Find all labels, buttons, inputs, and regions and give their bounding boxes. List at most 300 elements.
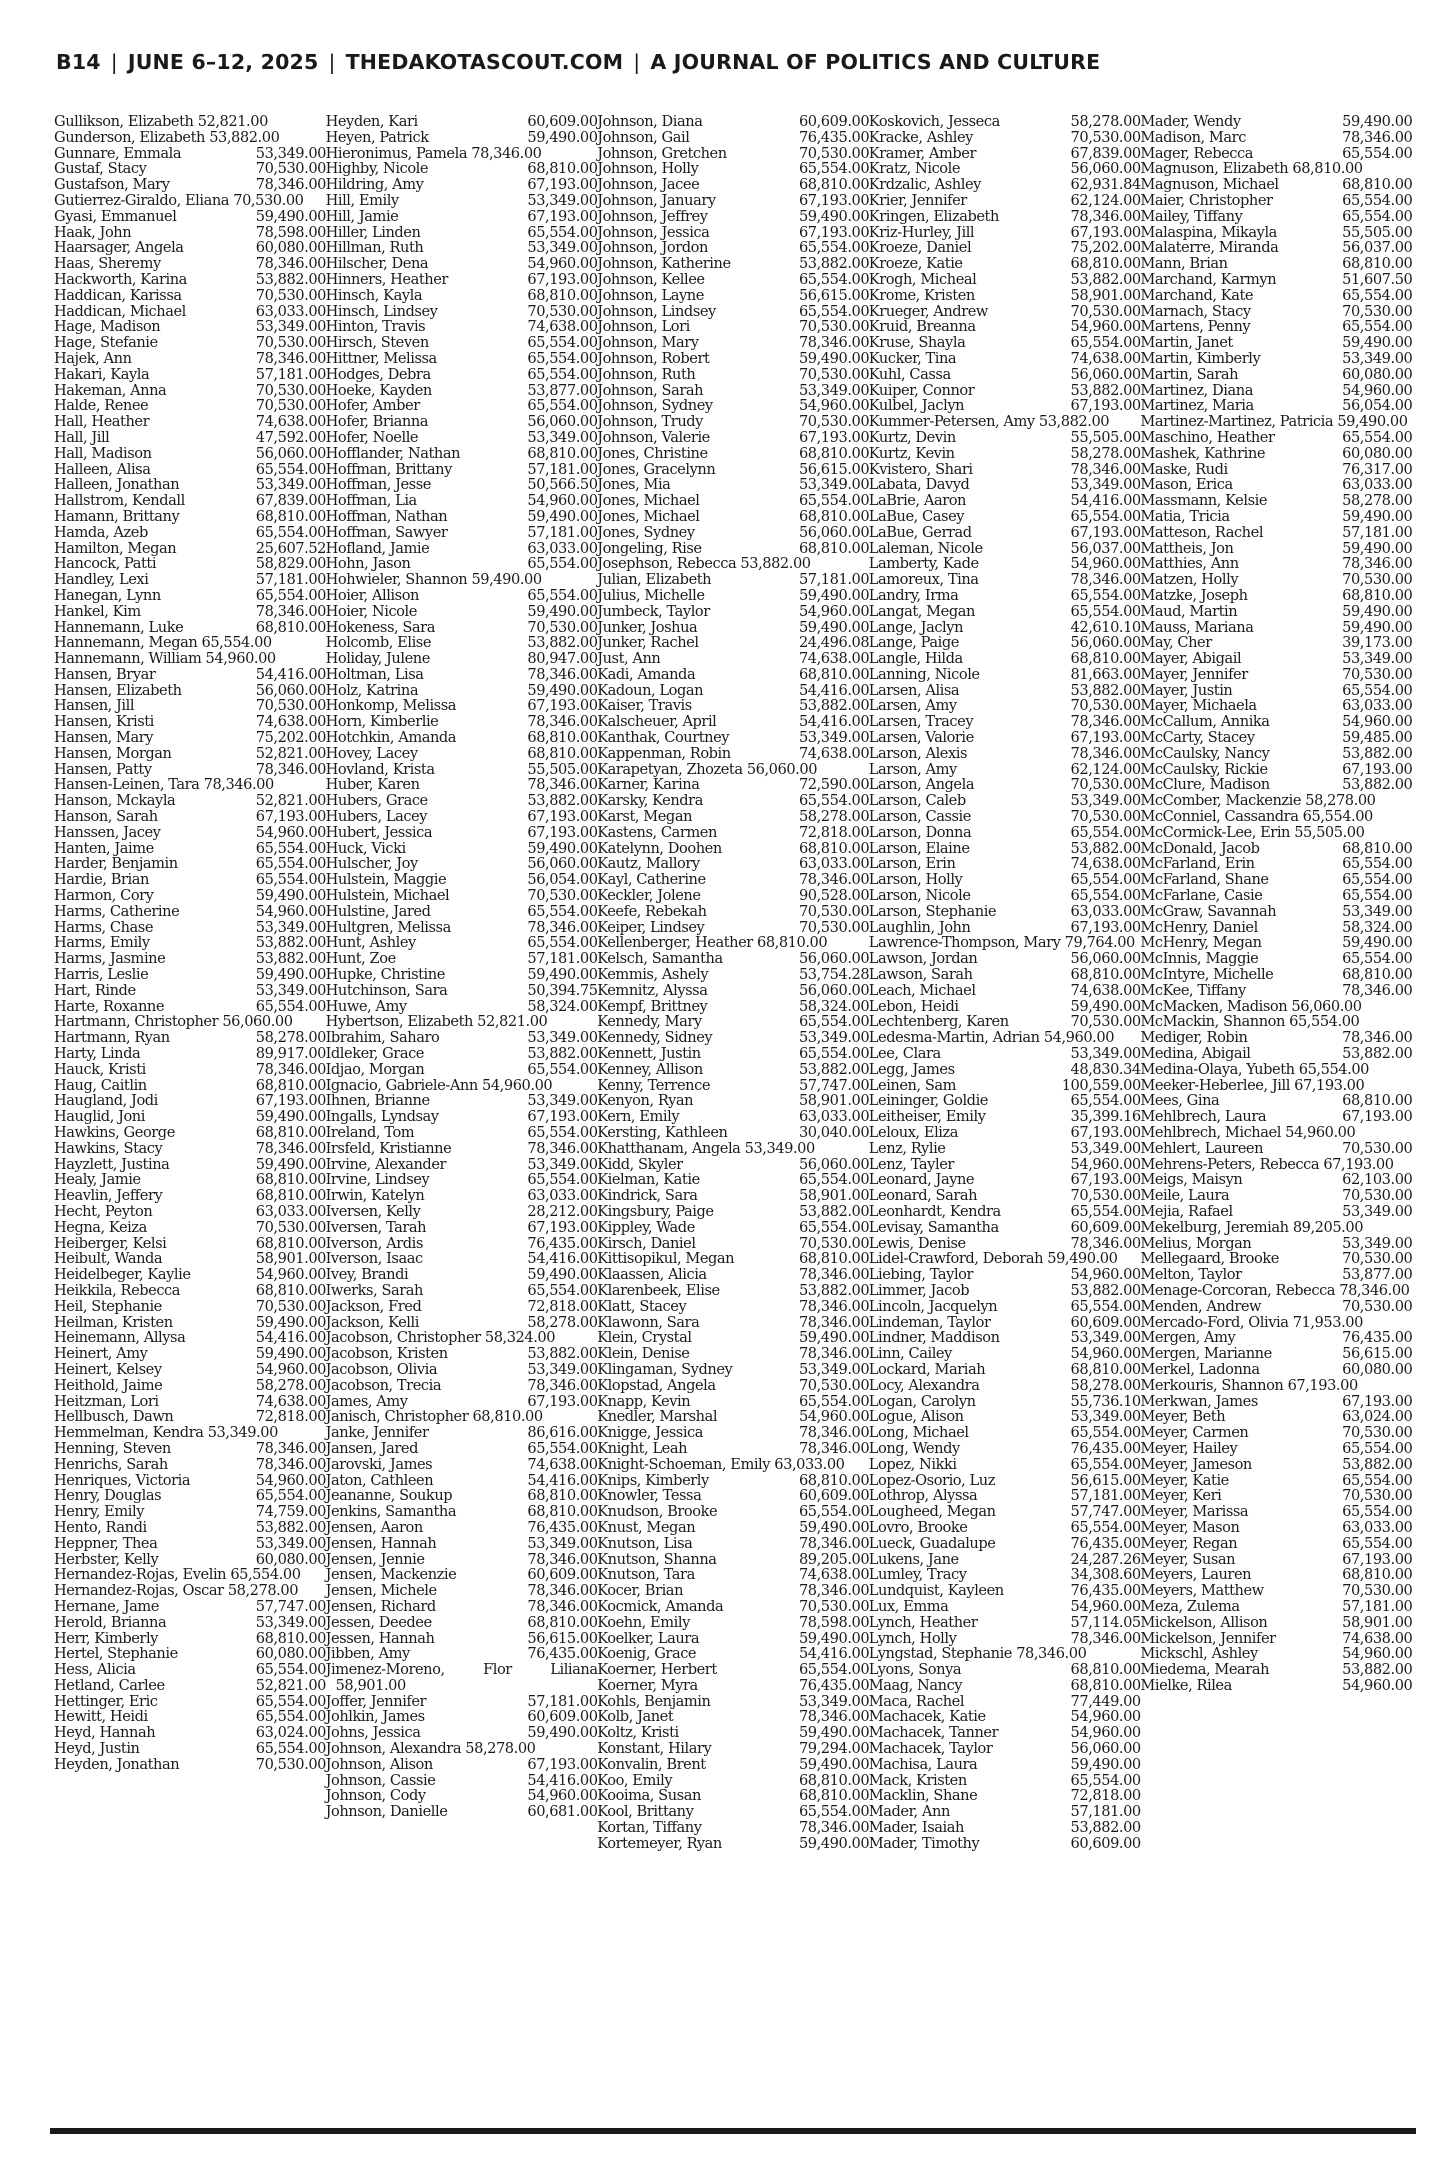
employee-name: Heppner, Thea <box>54 1534 158 1552</box>
employee-name: McCormick-Lee, Erin <box>1140 823 1291 841</box>
employee-name: Heinemann, Allysa <box>54 1329 186 1347</box>
salary-amount: 54,960.00 <box>527 255 598 273</box>
salary-amount: 54,960.00 <box>255 1471 326 1489</box>
salary-amount: 57,181.00 <box>527 950 598 968</box>
listing-entry <box>1140 1441 1412 1457</box>
listing-entry <box>326 1646 598 1662</box>
salary-amount: 68,810.00 <box>1070 966 1141 984</box>
listing-entry <box>597 556 869 572</box>
listing-entry <box>326 1725 598 1741</box>
salary-amount: 63,033.00 <box>1342 697 1413 715</box>
listing-entry <box>54 1378 326 1394</box>
listing-entry <box>54 272 326 288</box>
listing-entry <box>869 1394 1141 1410</box>
employee-name: Hall, Heather <box>54 413 150 431</box>
employee-name: Hulscher, Joy <box>325 855 418 873</box>
employee-name: Hanten, Jaime <box>54 839 154 857</box>
employee-name: Henriques, Victoria <box>54 1471 191 1489</box>
employee-name: Huwe, Amy <box>325 997 407 1015</box>
employee-name: Martin, Kimberly <box>1140 349 1261 367</box>
employee-name: Kellenberger, Heather <box>597 934 753 952</box>
listing-entry <box>326 1204 598 1220</box>
listing-entry <box>1140 746 1412 762</box>
salary-amount: 79,294.00 <box>798 1740 870 1758</box>
listing-entry <box>54 446 326 462</box>
salary-amount: 67,193.00 <box>527 176 598 194</box>
listing-entry <box>54 398 326 414</box>
salary-amount: 67,193.00 <box>1070 1171 1141 1189</box>
listing-entry <box>1140 430 1412 446</box>
listing-entry <box>54 1646 326 1662</box>
listing-entry <box>597 446 869 462</box>
listing-entry <box>597 856 869 872</box>
salary-amount: 52,821.00 <box>255 744 326 762</box>
salary-amount: 74,638.00 <box>1342 1629 1413 1647</box>
salary-amount: 68,810.00 <box>472 1408 543 1426</box>
listing-entry <box>326 1757 598 1773</box>
employee-name: Harms, Chase <box>54 918 154 936</box>
listing-entry <box>597 1030 869 1046</box>
listing-entry <box>597 1599 869 1615</box>
listing-entry <box>326 1188 598 1204</box>
employee-name: Ireland, Tom <box>325 1124 415 1141</box>
salary-amount: 78,346.00 <box>255 255 326 273</box>
employee-name: Koehn, Emily <box>597 1613 690 1631</box>
employee-name: Kuiper, Connor <box>868 381 975 399</box>
salary-amount: 65,554.00 <box>527 1124 598 1141</box>
employee-name: Kemnitz, Alyssa <box>597 981 708 999</box>
employee-name: Mickelson, Jennifer <box>1140 1629 1276 1647</box>
employee-name: Hernandez-Rojas, Evelin <box>54 1566 227 1584</box>
listing-entry <box>326 1536 598 1552</box>
listing-entry <box>869 1599 1141 1615</box>
listing-entry <box>869 1078 1141 1094</box>
listing-entry <box>54 777 326 793</box>
employee-name: Laleman, Nicole <box>868 539 983 557</box>
salary-amount: 67,193.00 <box>798 223 870 241</box>
salary-amount: 70,530.00 <box>798 1234 870 1252</box>
listing-entry <box>1140 935 1412 951</box>
salary-amount: 78,346.00 <box>798 1297 870 1315</box>
salary-amount: 67,193.00 <box>1070 397 1141 415</box>
listing-entry <box>1140 1394 1412 1410</box>
salary-amount: 78,346.00 <box>798 871 870 889</box>
salary-amount: 78,346.00 <box>1342 555 1413 573</box>
employee-name: Klarenbeek, Elise <box>597 1281 720 1299</box>
salary-amount: 57,747.00 <box>255 1597 326 1615</box>
listing-entry <box>869 1251 1141 1267</box>
employee-name: Mason, Erica <box>1140 476 1233 494</box>
listing-entry <box>54 698 326 714</box>
listing-entry <box>326 1741 598 1757</box>
salary-amount: 68,810.00 <box>1342 586 1413 604</box>
salary-amount: 78,346.00 <box>527 918 598 936</box>
employee-name: Iversen, Kelly <box>325 1202 421 1220</box>
salary-amount: 78,346.00 <box>1070 460 1141 478</box>
listing-entry <box>869 793 1141 809</box>
salary-amount: 65,554.00 <box>1070 1092 1141 1110</box>
salary-amount: 53,882.00 <box>798 1060 870 1078</box>
listing-entry <box>869 1615 1141 1631</box>
listing-entry <box>326 604 598 620</box>
employee-name: Heavlin, Jeffery <box>54 1187 163 1205</box>
listing-entry <box>869 683 1141 699</box>
employee-name: Kalscheuer, April <box>597 713 717 731</box>
listing-entry <box>597 256 869 272</box>
salary-amount: 63,033.00 <box>798 855 870 873</box>
employee-name: Jacobson, Christopher <box>325 1329 481 1347</box>
employee-name: Kidd, Skyler <box>597 1155 683 1173</box>
listing-entry <box>326 1773 598 1789</box>
employee-name: Lechtenberg, Karen <box>868 1013 1009 1031</box>
listing-entry <box>1140 588 1412 604</box>
salary-amount: 53,754.28 <box>798 966 870 984</box>
salary-amount: 78,346.00 <box>527 1139 598 1157</box>
salary-amount: 59,490.00 <box>1342 507 1413 525</box>
employee-name: Meza, Zulema <box>1140 1597 1240 1615</box>
listing-entry <box>54 130 326 146</box>
listing-entry <box>326 1457 598 1473</box>
listing-entry <box>869 193 1141 209</box>
employee-name: Keefe, Rebekah <box>597 902 707 920</box>
salary-amount: 78,598.00 <box>255 223 326 241</box>
listing-entry <box>869 1188 1141 1204</box>
salary-amount: 57,181.00 <box>1070 1487 1141 1505</box>
salary-amount: 57,181.00 <box>1070 1803 1141 1821</box>
salary-amount: 70,530.00 <box>527 302 598 320</box>
listing-entry <box>1140 1362 1412 1378</box>
listing-entry <box>597 983 869 999</box>
salary-amount: 58,829.00 <box>255 555 326 573</box>
listing-entry <box>1140 240 1412 256</box>
salary-amount: 68,810.00 <box>527 160 598 178</box>
salary-amount: 59,490.00 <box>798 349 870 367</box>
salary-amount: 58,278.00 <box>1070 444 1141 462</box>
employee-name: Johnson, Trudy <box>597 413 703 431</box>
employee-name: Julian, Elizabeth <box>597 571 712 589</box>
employee-name: Hirsch, Steven <box>325 334 429 352</box>
listing-entry <box>1140 698 1412 714</box>
salary-amount: 67,193.00 <box>1070 223 1141 241</box>
salary-amount: 65,554.00 <box>798 1803 870 1821</box>
employee-name: Heitzman, Lori <box>54 1392 159 1410</box>
employee-name: Marchand, Kate <box>1140 286 1254 304</box>
listing-entry <box>54 367 326 383</box>
listing-entry <box>869 588 1141 604</box>
employee-name: Mashek, Kathrine <box>1140 444 1266 462</box>
listing-entry <box>597 825 869 841</box>
listing-entry <box>54 762 326 778</box>
salary-amount: 68,810.00 <box>798 176 870 194</box>
employee-name: Hunt, Zoe <box>325 950 396 968</box>
employee-name: Labata, Davyd <box>868 476 970 494</box>
listing-entry <box>869 698 1141 714</box>
salary-amount: 65,554.00 <box>798 1045 870 1063</box>
salary-amount: 65,554.00 <box>798 1171 870 1189</box>
salary-amount: 53,349.00 <box>527 1029 598 1047</box>
employee-name: Hellbusch, Dawn <box>54 1408 174 1426</box>
salary-amount: 70,530.00 <box>255 1755 326 1773</box>
listing-entry <box>597 161 869 177</box>
employee-name: Landry, Irma <box>868 586 959 604</box>
employee-name: Heyden, Kari <box>325 113 418 130</box>
listing-entry <box>1140 904 1412 920</box>
salary-amount: 53,349.00 <box>527 1360 598 1378</box>
listing-entry <box>597 1378 869 1394</box>
employee-name: Gunnare, Emmala <box>54 144 182 162</box>
salary-amount: 70,530.00 <box>255 697 326 715</box>
salary-amount: 54,960.00 <box>1070 1597 1141 1615</box>
listing-entry <box>597 1093 869 1109</box>
listing-entry <box>597 462 869 478</box>
employee-name: Hilscher, Dena <box>325 255 429 273</box>
salary-amount: 59,490.00 <box>798 1834 870 1852</box>
listing-entry <box>326 572 598 588</box>
listing-entry <box>54 1520 326 1536</box>
listing-entry <box>326 1125 598 1141</box>
salary-amount: 58,278.00 <box>255 1376 326 1394</box>
listing-entry <box>54 1346 326 1362</box>
listing-entry <box>869 888 1141 904</box>
salary-amount: 67,193.00 <box>527 823 598 841</box>
employee-name: Johnson, Alexandra <box>325 1740 462 1758</box>
employee-name: Mielke, Rilea <box>1140 1676 1232 1694</box>
employee-name: Johnson, Layne <box>597 286 704 304</box>
employee-name: Irvine, Alexander <box>325 1155 447 1173</box>
employee-name: Hanson, Sarah <box>54 808 158 826</box>
employee-name: Kool, Brittany <box>597 1803 694 1821</box>
employee-name: Kroeze, Katie <box>868 255 963 273</box>
listing-entry <box>326 951 598 967</box>
listing-entry <box>54 161 326 177</box>
employee-name: Meyer, Keri <box>1140 1487 1222 1505</box>
employee-name: Mader, Ann <box>868 1803 950 1821</box>
employee-name: Meyer, Marissa <box>1140 1503 1249 1521</box>
listing-entry <box>54 904 326 920</box>
employee-name: Lamoreux, Tina <box>868 571 979 589</box>
employee-name: Johnson, Cody <box>325 1787 426 1805</box>
employee-name: Mack, Kristen <box>868 1771 967 1789</box>
salary-amount: 59,490.00 <box>798 618 870 636</box>
listing-entry <box>326 1425 598 1441</box>
page-header <box>56 44 1416 80</box>
employee-name: Harms, Jasmine <box>54 950 166 968</box>
employee-name: Kirsch, Daniel <box>597 1234 696 1252</box>
listing-entry <box>326 1299 598 1315</box>
listing-entry <box>1140 493 1412 509</box>
listing-entry <box>326 1220 598 1236</box>
listing-entry <box>326 1488 598 1504</box>
salary-amount: 65,554.00 <box>255 523 326 541</box>
listing-entry <box>54 967 326 983</box>
listing-entry <box>326 1346 598 1362</box>
salary-amount: 68,810.00 <box>798 1471 870 1489</box>
listing-entry <box>54 1283 326 1299</box>
salary-amount: 89,917.00 <box>255 1045 326 1063</box>
listing-entry <box>1140 1599 1412 1615</box>
listing-entry <box>326 793 598 809</box>
listing-entry <box>597 367 869 383</box>
salary-amount: 77,449.00 <box>1070 1692 1141 1710</box>
listing-entry <box>54 146 326 162</box>
employee-name: Hartmann, Ryan <box>54 1029 170 1047</box>
salary-amount: 54,960.00 <box>798 397 870 415</box>
salary-amount: 65,554.00 <box>1302 808 1373 826</box>
listing-entry <box>54 1504 326 1520</box>
employee-name: Harte, Roxanne <box>54 997 165 1015</box>
employee-name: Huber, Karen <box>325 776 420 794</box>
employee-name: Kastens, Carmen <box>597 823 717 841</box>
listing-entry <box>869 856 1141 872</box>
employee-name: Jessen, Deedee <box>325 1613 432 1631</box>
employee-name: Haug, Caitlin <box>54 1076 147 1094</box>
employee-name: Lenz, Rylie <box>868 1139 946 1157</box>
listing-entry <box>869 240 1141 256</box>
listing-entry <box>597 1409 869 1425</box>
employee-name: Hofflander, Nathan <box>325 444 461 462</box>
salary-amount: 67,193.00 <box>1287 1376 1358 1394</box>
employee-name: Klein, Crystal <box>597 1329 692 1347</box>
employee-name: Long, Michael <box>868 1424 969 1442</box>
employee-name: Klingaman, Sydney <box>597 1360 733 1378</box>
salary-amount: 65,554.00 <box>1298 1060 1369 1078</box>
salary-amount: 70,530.00 <box>1342 1187 1413 1205</box>
salary-amount: 76,317.00 <box>1342 460 1413 478</box>
employee-name: Hall, Madison <box>54 444 152 462</box>
salary-amount: 78,346.00 <box>798 1424 870 1442</box>
employee-name: Kielman, Katie <box>597 1171 700 1189</box>
listing-entry <box>597 620 869 636</box>
employee-name: Martens, Penny <box>1140 318 1251 336</box>
salary-amount: 70,530.00 <box>1342 1139 1413 1157</box>
salary-amount: 53,882.00 <box>1342 776 1413 794</box>
listing-entry <box>1140 1488 1412 1504</box>
salary-amount: 75,202.00 <box>1070 239 1141 257</box>
salary-amount: 65,554.00 <box>1342 207 1413 225</box>
listing-entry <box>326 383 598 399</box>
employee-name: Heiberger, Kelsi <box>54 1234 167 1252</box>
salary-amount: 72,818.00 <box>527 1297 598 1315</box>
salary-amount: 63,033.00 <box>1342 476 1413 494</box>
employee-name: Mayer, Michaela <box>1140 697 1257 715</box>
listing-entry <box>54 667 326 683</box>
employee-name: Marchand, Karmyn <box>1140 270 1277 288</box>
listing-entry <box>869 1014 1141 1030</box>
listing-entry <box>54 588 326 604</box>
employee-name: McCaulsky, Nancy <box>1140 744 1270 762</box>
listing-entry <box>1140 288 1412 304</box>
listing-entry <box>597 1236 869 1252</box>
salary-amount: 65,554.00 <box>255 1740 326 1758</box>
employee-name: Idjao, Morgan <box>325 1060 425 1078</box>
listing-entry <box>326 762 598 778</box>
listing-entry <box>869 1267 1141 1283</box>
salary-amount: 74,638.00 <box>798 744 870 762</box>
salary-amount: 70,530.00 <box>1070 808 1141 826</box>
salary-amount: 78,598.00 <box>798 1613 870 1631</box>
employee-name: Mergen, Amy <box>1140 1329 1236 1347</box>
employee-name: Matthies, Ann <box>1140 555 1239 573</box>
employee-name: Kayl, Catherine <box>597 871 706 889</box>
salary-amount: 78,346.00 <box>1070 713 1141 731</box>
employee-name: Kindrick, Sara <box>597 1187 698 1205</box>
listing-entry <box>326 1283 598 1299</box>
employee-name: Jones, Michael <box>597 507 700 525</box>
listing-entry <box>326 1552 598 1568</box>
listing-entry <box>869 1062 1141 1078</box>
listing-entry <box>326 1473 598 1489</box>
listing-entry <box>597 1820 869 1836</box>
listing-entry <box>54 841 326 857</box>
salary-amount: 68,810.00 <box>1070 650 1141 668</box>
employee-name: Meyer, Carmen <box>1140 1424 1249 1442</box>
employee-name: Hokeness, Sara <box>325 618 435 636</box>
listing-entry <box>326 114 598 130</box>
employee-name: Keiper, Lindsey <box>597 918 705 936</box>
employee-name: Logue, Alison <box>868 1408 964 1426</box>
employee-name: Johnson, Cassie <box>325 1771 436 1789</box>
salary-amount: 54,960.00 <box>1070 318 1141 336</box>
employee-name: Menage-Corcoran, Rebecca <box>1140 1281 1336 1299</box>
listing-entry <box>597 1520 869 1536</box>
salary-amount: 65,554.00 <box>527 586 598 604</box>
salary-amount: 70,530.00 <box>798 413 870 431</box>
salary-amount: 56,060.00 <box>222 1013 293 1031</box>
salary-amount: 62,931.84 <box>1070 176 1141 194</box>
salary-amount: 56,060.00 <box>527 413 598 431</box>
listing-entry <box>597 351 869 367</box>
employee-name: Kern, Emily <box>597 1108 680 1126</box>
employee-name: Lothrop, Alyssa <box>868 1487 978 1505</box>
salary-amount: 78,346.00 <box>255 602 326 620</box>
salary-amount: 78,346.00 <box>1070 744 1141 762</box>
employee-name: Heyd, Justin <box>54 1740 140 1758</box>
salary-amount: 53,349.00 <box>1070 476 1141 494</box>
salary-amount: 56,037.00 <box>1070 539 1141 557</box>
salary-amount: 53,349.00 <box>527 239 598 257</box>
employee-name: Herr, Kimberly <box>54 1629 158 1647</box>
salary-amount: 53,349.00 <box>1342 650 1413 668</box>
employee-name: Knutson, Shanna <box>597 1550 717 1568</box>
listing-entry <box>1140 1457 1412 1473</box>
employee-name: Mehlbrech, Michael <box>1140 1124 1281 1141</box>
employee-name: Jacobson, Olivia <box>325 1360 438 1378</box>
listing-entry <box>869 935 1141 951</box>
listing-entry <box>54 746 326 762</box>
employee-name: Halleen, Alisa <box>54 460 151 478</box>
listing-entry <box>869 1804 1141 1820</box>
employee-name: Heinert, Kelsey <box>54 1360 162 1378</box>
employee-name: McFarland, Shane <box>1140 871 1269 889</box>
salary-amount: 65,554.00 <box>1342 855 1413 873</box>
employee-name: Magnuson, Michael <box>1140 176 1279 194</box>
salary-amount: 65,554.00 <box>1342 871 1413 889</box>
salary-amount: 58,324.00 <box>798 997 870 1015</box>
listing-entry <box>597 1567 869 1583</box>
employee-name: Jessen, Hannah <box>325 1629 435 1647</box>
listing-entry <box>597 1615 869 1631</box>
listing-entry <box>1140 1236 1412 1252</box>
listing-entry <box>54 209 326 225</box>
salary-amount: 68,810.00 <box>1070 255 1141 273</box>
employee-name: Legg, James <box>868 1060 955 1078</box>
employee-name: LaBue, Gerrad <box>868 523 972 541</box>
salary-amount: 54,960.00 <box>527 492 598 510</box>
listing-entry <box>1140 1615 1412 1631</box>
employee-name: Leitheiser, Emily <box>868 1108 986 1126</box>
salary-amount: 78,346.00 <box>1342 128 1413 146</box>
salary-amount: 65,554.00 <box>1342 1439 1413 1457</box>
